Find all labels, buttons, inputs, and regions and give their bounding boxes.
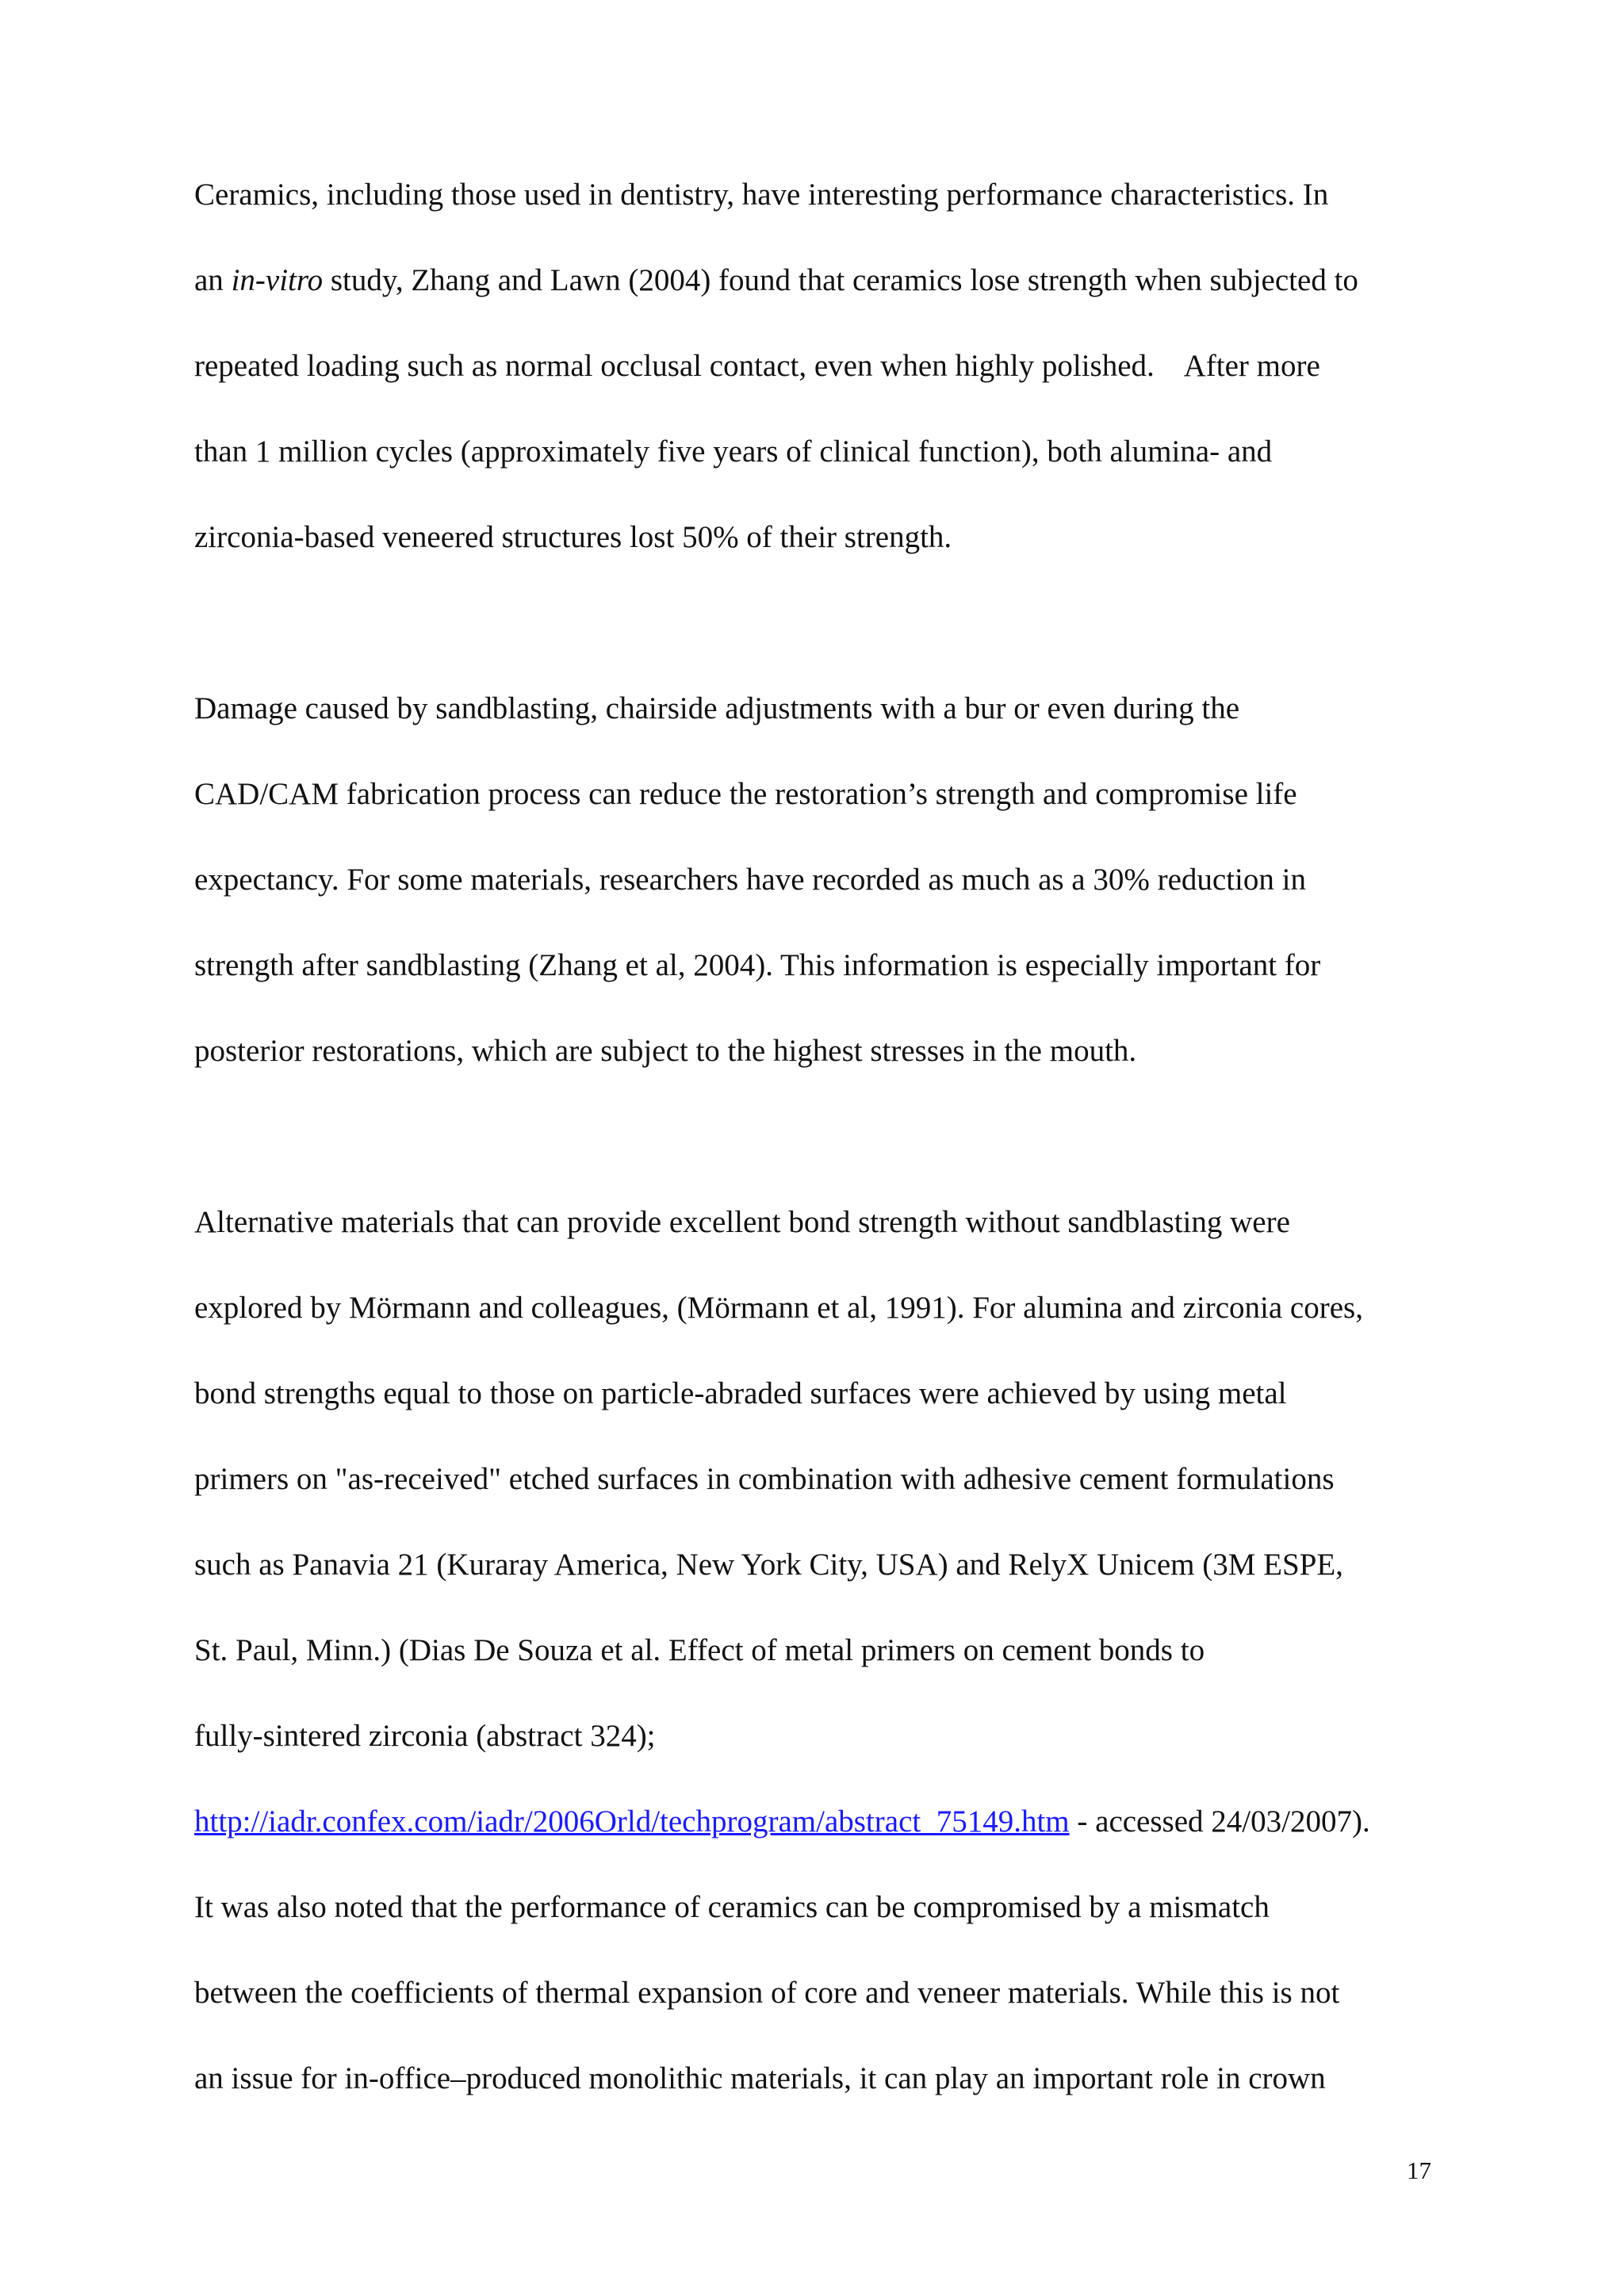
- page-number: 17: [1407, 2156, 1431, 2184]
- paragraph-2-line-4: strength after sandblasting (Zhang et al, 2004). This information is especially important for: [194, 948, 1321, 982]
- paragraph-3-line-1: Alternative materials that can provide excellent bond strength without sandblasting were: [194, 1205, 1290, 1239]
- paragraph-3-line-8: [194, 1802, 1370, 1842]
- paragraph-2-line-5: posterior restorations, which are subject to the highest stresses in the mouth.: [194, 1034, 1137, 1068]
- text-segment: - accessed 24/03/2007).: [1069, 1804, 1370, 1839]
- paragraph-3-line-6: St. Paul, Minn.) (Dias De Souza et al. Effect of metal primers on cement bonds to: [194, 1633, 1205, 1667]
- paragraph-3-line-5: such as Panavia 21 (Kuraray America, New York City, USA) and RelyX Unicem (3M ESPE,: [194, 1548, 1343, 1582]
- paragraph-1-line-3: repeated loading such as normal occlusal contact, even when highly polished. After more: [194, 349, 1320, 383]
- paragraph-3-line-2: explored by Mörmann and colleagues, (Mörmann et al, 1991). For alumina and zirconia cores,: [194, 1291, 1363, 1325]
- paragraph-2-line-1: Damage caused by sandblasting, chairside adjustments with a bur or even during the: [194, 691, 1240, 725]
- reference-url-link[interactable]: http://iadr.confex.com/iadr/2006Orld/techprogram/abstract_75149.htm: [194, 1804, 1070, 1839]
- paragraph-3-line-10: between the coefficients of thermal expansion of core and veneer materials. While this is not: [194, 1976, 1340, 2010]
- italic-term: in-vitro: [231, 263, 324, 297]
- text-segment: an: [194, 263, 232, 297]
- text-segment: study, Zhang and Lawn (2004) found that ceramics lose strength when subjected to: [323, 263, 1358, 297]
- paragraph-2-line-2: CAD/CAM fabrication process can reduce the restoration’s strength and compromise life: [194, 777, 1297, 811]
- paragraph-1-line-2: [194, 261, 1358, 300]
- paragraph-3-line-9: It was also noted that the performance of ceramics can be compromised by a mismatch: [194, 1890, 1270, 1924]
- paragraph-3-line-4: primers on "as-received" etched surfaces in combination with adhesive cement formulations: [194, 1462, 1335, 1496]
- paragraph-1-line-4: than 1 million cycles (approximately five years of clinical function), both alumina- and: [194, 434, 1273, 469]
- paragraph-3-line-7: fully-sintered zirconia (abstract 324);: [194, 1719, 656, 1753]
- paragraph-1-line-5: zirconia-based veneered structures lost 50% of their strength.: [194, 520, 952, 554]
- paragraph-3-line-3: bond strengths equal to those on particle-abraded surfaces were achieved by using metal: [194, 1376, 1287, 1410]
- paragraph-3-line-11: an issue for in-office–produced monolithic materials, it can play an important role in crown: [194, 2061, 1326, 2095]
- paragraph-2-line-3: expectancy. For some materials, researchers have recorded as much as a 30% reduction in: [194, 863, 1306, 897]
- paragraph-1-line-1: Ceramics, including those used in dentistry, have interesting performance characteristics. In: [194, 178, 1329, 212]
